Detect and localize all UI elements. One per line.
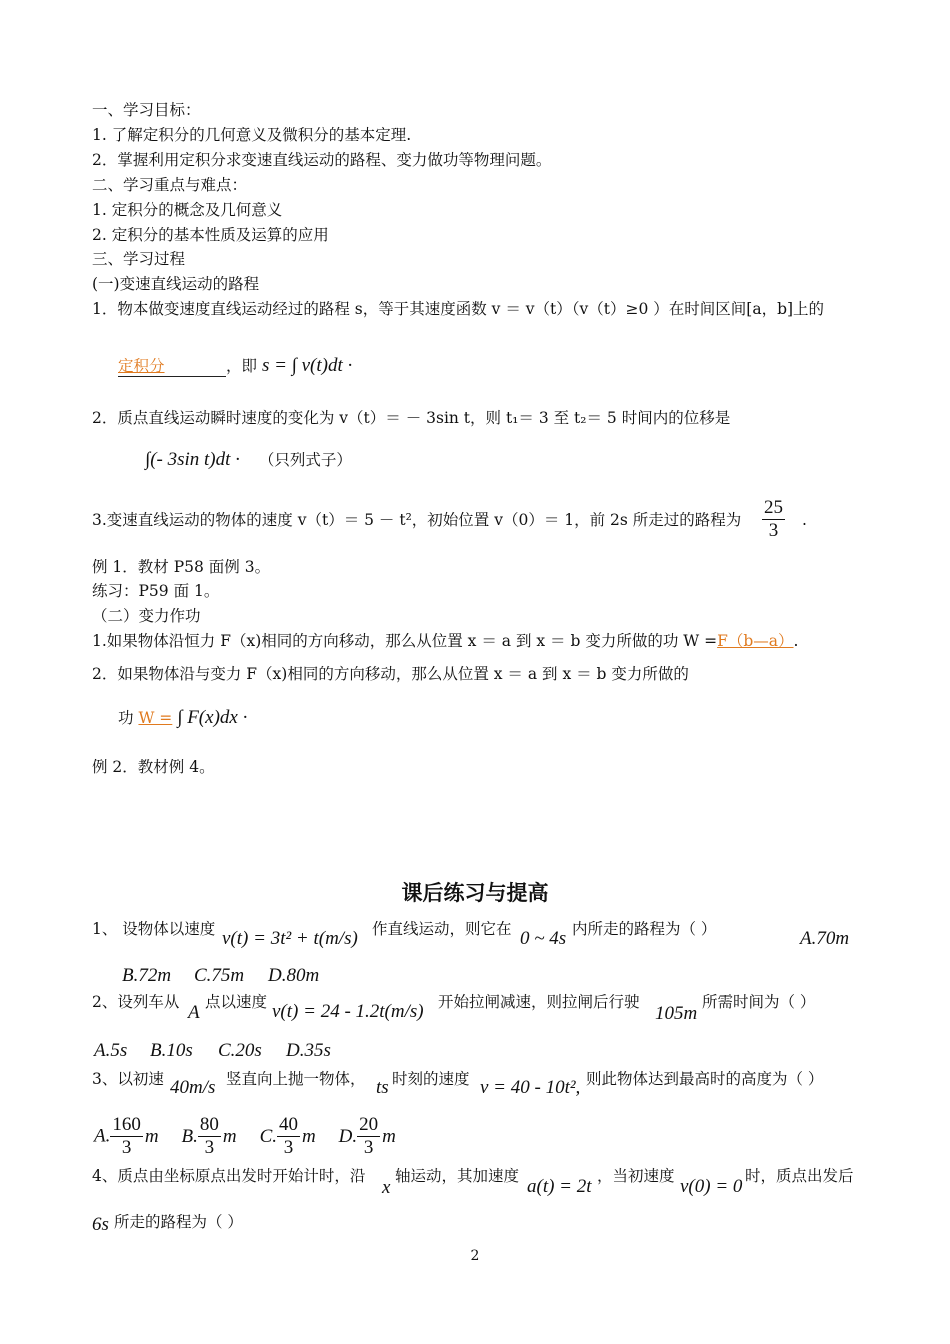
- exercise2-formula: v(t) = 24 - 1.2t(m/s): [272, 1001, 424, 1022]
- exercise2-point: A: [188, 1002, 200, 1023]
- section1-item2: 2．掌握利用定积分求变速直线运动的路程、变力做功等物理问题。: [92, 151, 552, 169]
- exercise4-formula2: v(0) = 0: [680, 1176, 743, 1197]
- exercise1-end: 内所走的路程为（ ）: [572, 920, 717, 938]
- exercise1-option-b: B.72m: [122, 965, 172, 986]
- exercise4-text: 4、质点由坐标原点出发时开始计时，沿: [92, 1167, 366, 1185]
- section2-item2: 2. 定积分的基本性质及运算的应用: [92, 226, 329, 244]
- example2: 例 2．教材例 4。: [92, 758, 215, 776]
- exercise3-options: A. $\frac{160}{3}$ m B. $\frac{80}{3}$ m C. $\frac{40}{3}$ m D. $\frac{20}{3}$ m: [94, 1114, 396, 1158]
- exercise3-option-d: $\frac{20}{3}$: [359, 1114, 379, 1158]
- exercise1-formula: v(t) = 3t² + t(m/s): [222, 928, 358, 949]
- question1-text: 1．物本做变速度直线运动经过的路程 s，等于其速度函数 v ＝ v（t）（v（t）≥0 ）在时间区间[a，b]上的: [92, 300, 825, 318]
- exercise2-mid2: 开始拉闸减速，则拉闸后行驶: [438, 993, 640, 1011]
- exercise2-mid: 点以速度: [205, 993, 268, 1011]
- exercise3-speed: 40m/s: [170, 1077, 216, 1098]
- force2-text: 2．如果物体沿与变力 F（x)相同的方向移动，那么从位置 x ＝ a 到 x ＝ b 变力所做的: [92, 665, 689, 683]
- question2-note: （只列式子）: [258, 451, 352, 469]
- exercises-heading: 课后练习与提高: [401, 881, 549, 905]
- question1-connector: ，即: [226, 357, 258, 375]
- exercise3-option-a: $\frac{160}{3}$: [112, 1114, 141, 1158]
- section1-title: 一、学习目标：: [92, 101, 201, 119]
- force2-answer: W =: [138, 709, 173, 727]
- exercise2-option-c: C.20s: [218, 1040, 262, 1061]
- force2-formula: ∫ F(x)dx ·: [177, 707, 248, 728]
- exercise2-end: 所需时间为（ ）: [702, 993, 816, 1011]
- exercise1-option-d: D.80m: [268, 965, 320, 986]
- exercise3-formula: v = 40 - 10t²,: [480, 1077, 581, 1098]
- force2-formula-line: 功 W = ∫ F(x)dx ·: [118, 707, 248, 728]
- question1-answer: 定积分: [118, 357, 165, 375]
- exercise3-time: ts: [376, 1077, 389, 1098]
- question1-answer-line: [118, 356, 352, 377]
- question3-answer: $\frac{25}{3}$ .: [764, 497, 807, 541]
- section3-title: 三、学习过程: [92, 250, 186, 268]
- exercise1-mid: 作直线运动，则它在: [372, 920, 512, 938]
- page-number: 2: [470, 1248, 480, 1264]
- question3-fraction: $\frac{25}{3}$: [764, 497, 783, 541]
- exercise1-option-a: A.70m: [800, 928, 850, 949]
- exercise4-mid: 轴运动，其加速度: [395, 1167, 520, 1185]
- exercise4-line2-end: 所走的路程为（ ）: [114, 1213, 243, 1231]
- question1-formula: s = ∫ v(t)dt ·: [261, 355, 353, 376]
- exercise4-end: 时，质点出发后: [745, 1167, 854, 1185]
- exercise3-option-c: $\frac{40}{3}$: [279, 1114, 298, 1158]
- example1: 例 1．教材 P58 面例 3。: [92, 558, 271, 576]
- exercise3-mid: 竖直向上抛一物体，: [226, 1070, 366, 1088]
- exercise1-text: 1、 设物体以速度: [92, 920, 216, 938]
- section2-item1: 1. 定积分的概念及几何意义: [92, 201, 283, 219]
- question3-text: 3.变速直线运动的物体的速度 v（t）＝ 5 － t²，初始位置 v（0）＝ 1，前 2s 所走过的路程为: [92, 511, 742, 529]
- exercise3-end: 则此物体达到最高时的高度为（ ）: [586, 1070, 824, 1088]
- exercise2-option-a: A.5s: [94, 1040, 128, 1061]
- force1-answer: F（b—a）: [717, 632, 794, 650]
- force1-line: 1.如果物体沿恒力 F（x)相同的方向移动，那么从位置 x ＝ a 到 x ＝ b 变力所做的功 W =F（b—a）.: [92, 632, 799, 650]
- practice: 练习：P59 面 1。: [92, 582, 220, 600]
- question2-text: 2．质点直线运动瞬时速度的变化为 v（t）＝ － 3sin t，则 t₁＝ 3 至 t₂＝ 5 时间内的位移是: [92, 409, 731, 427]
- exercise1-option-c: C.75m: [194, 965, 245, 986]
- section1-item1: 1. 了解定积分的几何意义及微积分的基本定理.: [92, 126, 412, 144]
- exercise3-text: 3、以初速: [92, 1070, 164, 1088]
- exercise4-mid2: ，当初速度: [597, 1167, 675, 1185]
- question2-formula-line: [145, 450, 352, 470]
- exercise4-time: 6s: [92, 1214, 109, 1235]
- subsection-1-title: (一)变速直线运动的路程: [92, 275, 260, 293]
- question2-formula: ∫(- 3sin t)dt ·: [145, 449, 240, 470]
- exercise2-distance: 105m: [655, 1003, 698, 1024]
- exercise4-formula: a(t) = 2t: [527, 1176, 592, 1197]
- exercise2-text: 2、设列车从: [92, 993, 180, 1011]
- exercise4-axis: x: [382, 1177, 391, 1198]
- exercise3-option-b: $\frac{80}{3}$: [199, 1114, 219, 1158]
- exercise3-mid2: 时刻的速度: [392, 1070, 470, 1088]
- exercise2-option-d: D.35s: [286, 1040, 331, 1061]
- exercise1-range: 0 ~ 4s: [520, 928, 567, 949]
- subsection-2-title: （二）变力作功: [92, 607, 201, 625]
- exercise2-option-b: B.10s: [150, 1040, 193, 1061]
- section2-title: 二、学习重点与难点：: [92, 176, 248, 194]
